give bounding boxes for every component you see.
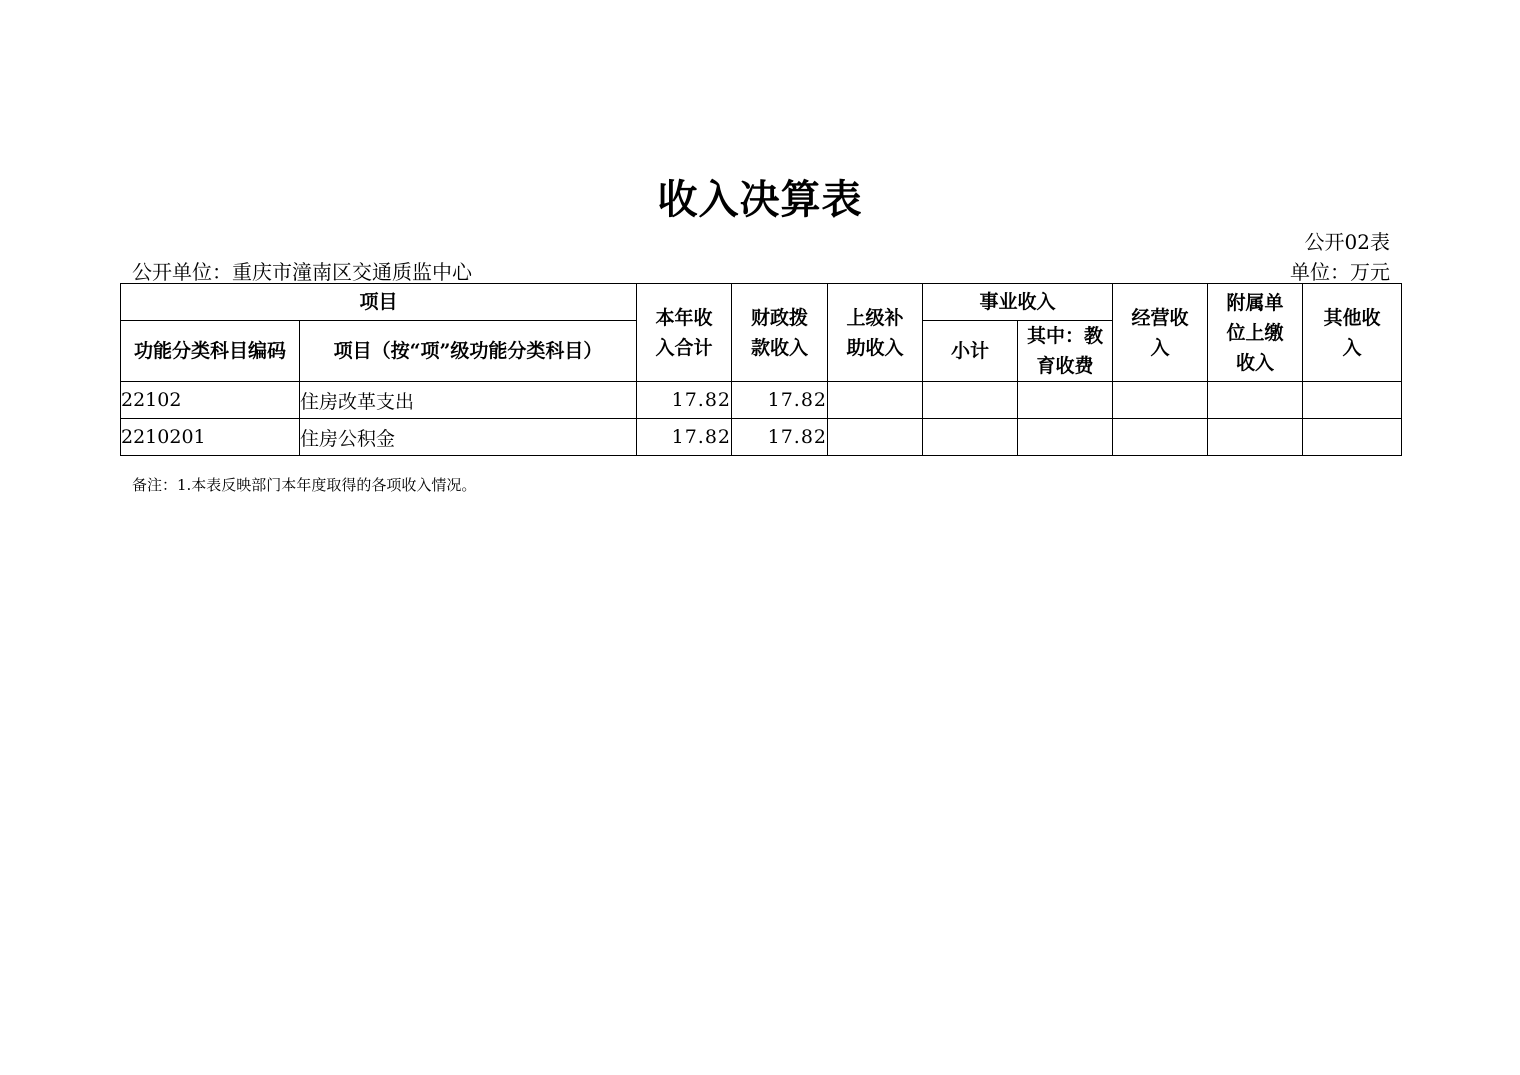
- table-row: [121, 419, 1402, 456]
- page-title: 收入决算表: [657, 176, 863, 223]
- header-affiliated-income: 附属单位上缴收入: [1208, 284, 1303, 382]
- cell-superior: [828, 419, 923, 456]
- reporting-unit: 公开单位：重庆市潼南区交通质监中心: [132, 260, 472, 284]
- header-fiscal-income: 财政拨款收入: [732, 284, 828, 382]
- cell-education-fee: [1018, 382, 1113, 419]
- header-business-income: 事业收入: [923, 284, 1113, 321]
- unit-line: [132, 256, 1390, 285]
- cell-affiliated: [1208, 419, 1303, 456]
- cell-fiscal: 17.82: [732, 382, 828, 419]
- cell-subtotal: [923, 419, 1018, 456]
- table-note: 备注：1.本表反映部门本年度取得的各项收入情况。: [132, 476, 477, 494]
- cell-fiscal: 17.82: [732, 419, 828, 456]
- header-project: 项目: [121, 284, 637, 321]
- cell-affiliated: [1208, 382, 1303, 419]
- cell-code: 2210201: [121, 419, 300, 456]
- form-number: 公开02表: [1304, 230, 1390, 254]
- header-name: 项目（按“项”级功能分类科目）: [300, 321, 637, 382]
- table-row: [121, 382, 1402, 419]
- cell-code: 22102: [121, 382, 300, 419]
- header-other-income: 其他收入: [1303, 284, 1402, 382]
- income-table: [120, 283, 1402, 456]
- header-total-income: 本年收入合计: [637, 284, 732, 382]
- cell-education-fee: [1018, 419, 1113, 456]
- cell-subtotal: [923, 382, 1018, 419]
- cell-superior: [828, 382, 923, 419]
- cell-other: [1303, 419, 1402, 456]
- header-operating-income: 经营收入: [1113, 284, 1208, 382]
- cell-name: 住房公积金: [300, 419, 637, 456]
- cell-other: [1303, 382, 1402, 419]
- cell-total: 17.82: [637, 419, 732, 456]
- header-education-fee: 其中：教育收费: [1018, 321, 1113, 382]
- cell-operating: [1113, 419, 1208, 456]
- cell-name: 住房改革支出: [300, 382, 637, 419]
- header-superior-subsidy: 上级补助收入: [828, 284, 923, 382]
- header-code: 功能分类科目编码: [121, 321, 300, 382]
- cell-total: 17.82: [637, 382, 732, 419]
- header-subtotal: 小计: [923, 321, 1018, 382]
- cell-operating: [1113, 382, 1208, 419]
- currency-unit: 单位：万元: [1290, 260, 1390, 284]
